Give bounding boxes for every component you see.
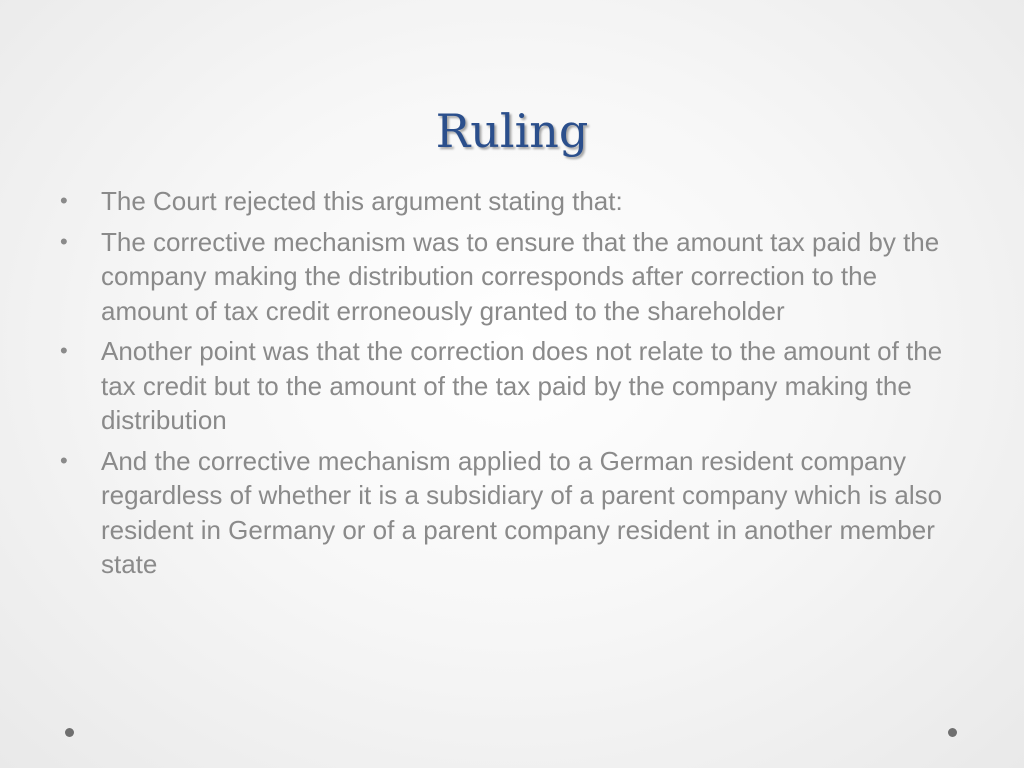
slide-title: Ruling bbox=[435, 104, 589, 158]
bullet-text: And the corrective mechanism applied to a German resident company regardless of whether it is a subsidiary of a parent company which is also resident in Germany or of a parent company resident in another member state bbox=[101, 445, 943, 579]
bullet-item bbox=[58, 184, 968, 219]
bullet-item bbox=[58, 225, 968, 329]
bullet-item bbox=[58, 444, 968, 582]
bullet-item bbox=[58, 334, 968, 438]
bullet-list bbox=[58, 184, 968, 588]
decorative-dot-icon bbox=[65, 728, 74, 737]
bullet-icon: • bbox=[60, 447, 68, 473]
bullet-icon: • bbox=[60, 228, 68, 254]
decorative-dot-icon bbox=[948, 728, 957, 737]
bullet-text: Another point was that the correction does not relate to the amount of the tax credit but to the amount of the tax paid by the company making the distribution bbox=[101, 336, 943, 435]
bullet-icon: • bbox=[60, 338, 68, 363]
bullet-text: The Court rejected this argument stating that: bbox=[101, 186, 623, 216]
bullet-icon: • bbox=[60, 188, 68, 213]
bullet-text: The corrective mechanism was to ensure that the amount tax paid by the company making the distribution corresponds after correction to the amount of tax credit erroneously granted to the shareholder bbox=[101, 226, 940, 326]
